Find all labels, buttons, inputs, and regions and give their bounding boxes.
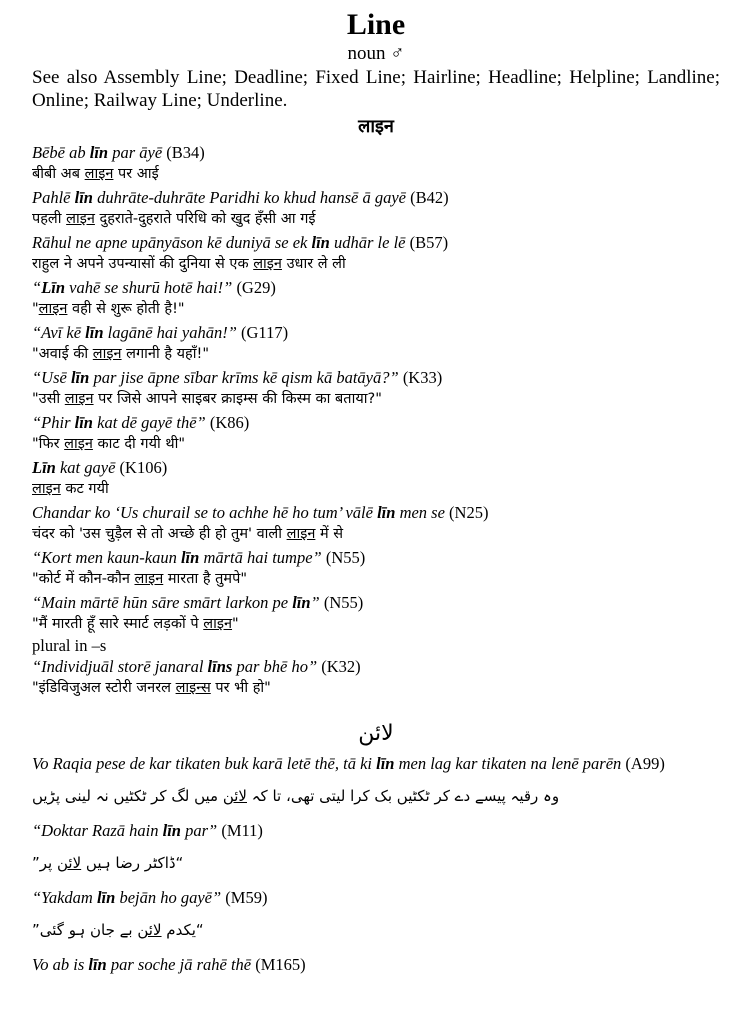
devanagari-line: चंदर को 'उस चुड़ैल से तो अच्छे ही हो तुम' वाली लाइन में से	[32, 526, 344, 542]
part-of-speech: noun ♂	[347, 43, 405, 64]
urdu-heading: لائن	[358, 721, 394, 746]
devanagari-line: "अवाई की लाइन लगानी है यहाँ!"	[32, 346, 209, 362]
source-reference: (K86)	[205, 413, 250, 432]
headword-form: Līn	[32, 458, 56, 477]
headword-devanagari: लाइन	[38, 301, 68, 317]
headword-form: līn	[377, 503, 396, 522]
headword-form: līns	[207, 657, 233, 676]
transliteration-line: “Yakdam līn bejān ho gayē” (M59)	[32, 888, 268, 907]
dictionary-entry	[32, 8, 720, 975]
source-reference: (A99)	[621, 754, 665, 773]
devanagari-line: बीबी अब लाइन पर आई	[32, 166, 159, 182]
transliteration-line: “Main mārtē hūn sāre smārt larkon pe līn” (N55)	[32, 593, 364, 612]
urdu-examples	[32, 753, 720, 975]
source-reference: (K32)	[317, 657, 361, 676]
example-item	[32, 502, 720, 545]
source-reference: (M165)	[251, 955, 306, 974]
hindi-heading: लाइन	[358, 116, 394, 137]
source-reference: (K106)	[115, 458, 168, 477]
headword-form: līn	[85, 323, 104, 342]
transliteration-line: Līn kat gayē (K106)	[32, 458, 168, 477]
plural-note: plural in –s	[32, 636, 107, 655]
headword-form: līn	[74, 188, 93, 207]
transliteration-line: “Usē līn par jise āpne sībar krīms kē qism kā batāyā?” (K33)	[32, 368, 443, 387]
source-reference: (K33)	[398, 368, 443, 387]
example-item	[32, 322, 720, 365]
headword-form: līn	[96, 888, 116, 907]
example-item	[32, 367, 720, 410]
plural-example	[32, 656, 720, 699]
headword-form: līn	[88, 955, 107, 974]
source-reference: (B57)	[405, 233, 449, 252]
headword-form: līn	[70, 368, 90, 387]
example-item	[32, 142, 720, 185]
headword-devanagari: लाइन	[64, 391, 94, 407]
headword-devanagari: लाइन	[32, 481, 61, 497]
headword-devanagari: लाइन	[134, 571, 164, 587]
headword: Line	[346, 8, 406, 41]
transliteration-line: “Avī kē līn lagānē hai yahān!” (G117)	[32, 323, 289, 342]
source-reference: (B42)	[405, 188, 449, 207]
urdu-line: “ڈاکٹر رضا ہیں لائن پر”	[32, 854, 184, 872]
urdu-line: وہ رقیہ پیسے دے کر ٹکٹیں بک کرا لیتی تھی، تا کہ لائن میں لگ کر ٹکٹیں نہ لینی پڑیں	[32, 787, 560, 805]
headword-form: Līn	[41, 278, 66, 297]
headword-form: līn	[292, 593, 311, 612]
hindi-examples	[32, 142, 720, 635]
source-reference: (N55)	[321, 548, 366, 567]
transliteration-line: Pahlē līn duhrāte-duhrāte Paridhi ko khud hansē ā gayē (B42)	[32, 188, 449, 207]
devanagari-line: "उसी लाइन पर जिसे आपने साइबर क्राइम्स की किस्म का बताया?"	[32, 391, 382, 407]
transliteration-line: “Līn vahē se shurū hotē hai!” (G29)	[32, 278, 276, 297]
headword-devanagari: लाइन	[64, 436, 93, 452]
source-reference: (G117)	[236, 323, 289, 342]
example-item	[32, 457, 720, 500]
transliteration-line: “Doktar Razā hain līn par” (M11)	[32, 821, 263, 840]
devanagari-line: "फिर लाइन काट दी गयी थी"	[32, 436, 186, 452]
source-reference: (G29)	[232, 278, 276, 297]
source-reference: (M59)	[221, 888, 268, 907]
devanagari-line: "लाइन वही से शुरू होती है!"	[32, 301, 185, 317]
headword-form: līn	[180, 548, 200, 567]
transliteration-line: “Phir līn kat dē gayē thē” (K86)	[32, 413, 250, 432]
headword-devanagari: लाइन	[203, 616, 233, 632]
headword-devanagari: लाइन्स	[175, 680, 211, 696]
example-item	[32, 820, 720, 877]
example-item	[32, 547, 720, 590]
source-reference: (B34)	[162, 143, 205, 162]
headword-urdu: لائن	[137, 921, 162, 939]
devanagari-line: राहुल ने अपने उपन्यासों की दुनिया से एक लाइन उधार ले ली	[32, 256, 346, 272]
transliteration-line: Vo ab is līn par soche jā rahē thē (M165)	[32, 955, 306, 974]
headword-devanagari: लाइन	[84, 166, 114, 182]
headword-urdu: لائن	[57, 854, 82, 872]
devanagari-line: "इंडिविजुअल स्टोरी जनरल लाइन्स पर भी हो"	[32, 680, 271, 696]
example-item	[32, 887, 720, 944]
transliteration-line: Chandar ko ‘Us churail se to achhe hē ho tum’ vālē līn men se (N25)	[32, 503, 489, 522]
headword-urdu: لائن	[222, 787, 247, 805]
transliteration-line: Bēbē ab līn par āyē (B34)	[32, 143, 205, 162]
example-item	[32, 954, 720, 975]
source-reference: (N55)	[319, 593, 364, 612]
example-item	[32, 187, 720, 230]
transliteration-line: “Kort men kaun-kaun līn mārtā hai tumpe” (N55)	[32, 548, 366, 567]
example-item	[32, 232, 720, 275]
devanagari-line: "कोर्ट में कौन-कौन लाइन मारता है तुमपे"	[32, 571, 247, 587]
transliteration-line: Rāhul ne apne upānyāson kē duniyā se ek līn udhār le lē (B57)	[32, 233, 449, 252]
headword-devanagari: लाइन	[92, 346, 122, 362]
devanagari-line: पहली लाइन दुहराते-दुहराते परिधि को खुद हँसी आ गई	[32, 211, 316, 227]
headword-form: līn	[89, 143, 109, 162]
headword-form: līn	[376, 754, 395, 773]
devanagari-line: लाइन कट गयी	[32, 481, 109, 497]
example-item	[32, 753, 720, 810]
urdu-line: “یکدم لائن بے جان ہو گئی”	[32, 921, 204, 939]
transliteration-line: “Individjuāl storē janaral līns par bhē ho” (K32)	[32, 657, 361, 676]
source-reference: (M11)	[217, 821, 263, 840]
headword-form: līn	[311, 233, 330, 252]
example-item	[32, 412, 720, 455]
headword-devanagari: लाइन	[286, 526, 316, 542]
devanagari-line: "मैं मारती हूँ सारे स्मार्ट लड़कों पे लाइन"	[32, 616, 239, 632]
headword-form: līn	[74, 413, 93, 432]
headword-devanagari: लाइन	[66, 211, 95, 227]
transliteration-line: Vo Raqia pese de kar tikaten buk karā letē thē, tā ki līn men lag kar tikaten na lenē parēn (A99)	[32, 754, 665, 773]
see-also: See also Assembly Line; Deadline; Fixed Line; Hairline; Headline; Helpline; Landline; Online; Railway Line; Underline.	[32, 67, 720, 111]
example-item	[32, 277, 720, 320]
headword-devanagari: लाइन	[253, 256, 282, 272]
headword-form: līn	[162, 821, 181, 840]
source-reference: (N25)	[444, 503, 489, 522]
example-item	[32, 592, 720, 635]
